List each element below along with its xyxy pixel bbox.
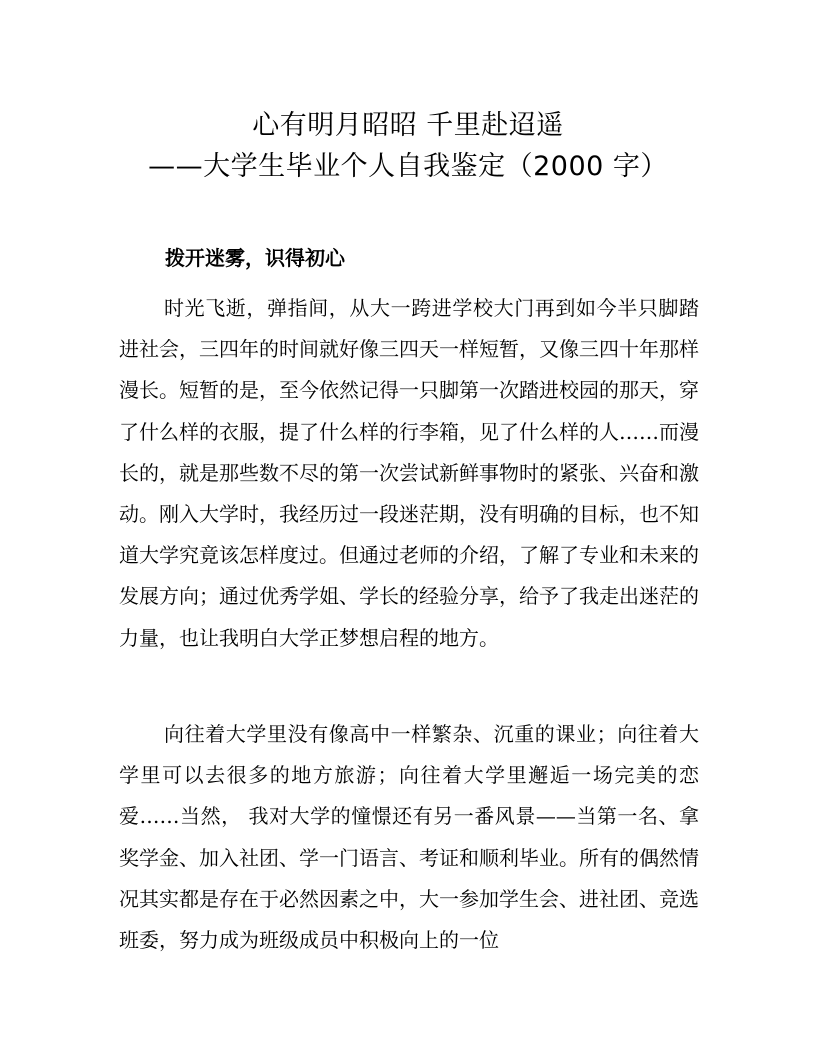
document-title: 心有明月昭昭 千里赴迢遥 bbox=[252, 110, 564, 141]
document-subtitle: ——大学生毕业个人自我鉴定（2000 字） bbox=[148, 151, 668, 182]
body-paragraph: 时光飞逝，弹指间，从大一跨进学校大门再到如今半只脚踏进社会，三四年的时间就好像三四天一样短暂，又像三四十年那样漫长。短暂的是，至今依然记得一只脚第一次踏进校园的那天，穿了什么样的衣服，提了什么样的行李箱，见了什么样的人……而漫长的，就是那些数不尽的第一次尝试新鲜事物时的紧张、兴奋和激动。刚入大学时，我经历过一段迷茫期，没有明确的目标，也不知道大学究竟该怎样度过。但通过老师的介绍，了解了专业和未来的发展方向；通过优秀学姐、学长的经验分享，给予了我走出迷茫的力量，也让我明白大学正梦想启程的地方。 bbox=[119, 296, 699, 650]
body-paragraph: 向往着大学里没有像高中一样繁杂、沉重的课业；向往着大学里可以去很多的地方旅游；向往着大学里邂逅一场完美的恋爱……当然， 我对大学的憧憬还有另一番风景——当第一名、拿奖学金、加入社团、学一门语言、考证和顺利毕业。所有的偶然情况其实都是存在于必然因素之中，大一参加学生会、进社团、竞选班委，努力成为班级成员中积极向上的一位 bbox=[119, 722, 699, 953]
section-heading: 拨开迷雾，识得初心 bbox=[165, 246, 345, 270]
